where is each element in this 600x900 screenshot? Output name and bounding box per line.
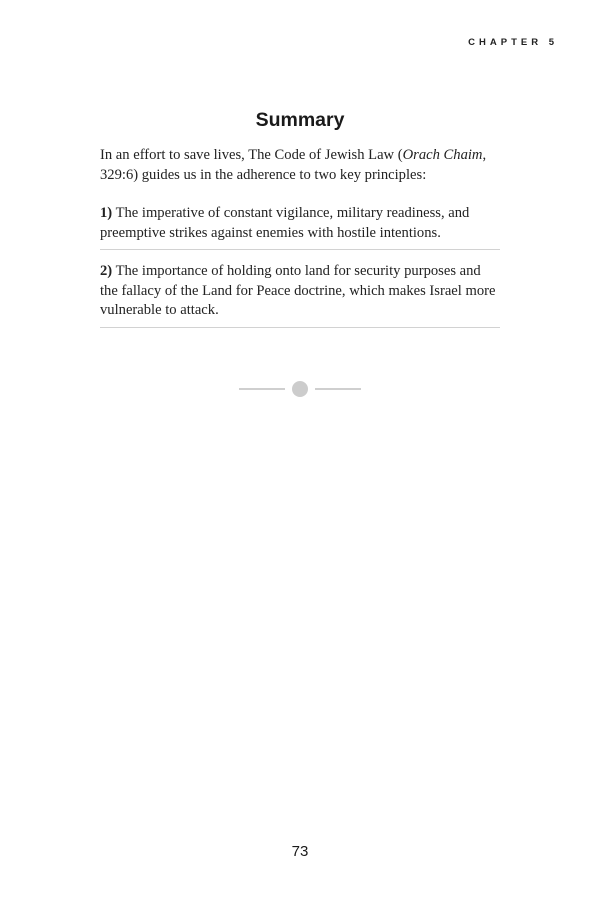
principle-item [100, 262, 500, 328]
page-number: 73 [291, 843, 309, 860]
divider-dot [292, 381, 308, 397]
principle-text: The importance of holding onto land for security purposes and the fallacy of the Land for Peace doctrine, which makes Israel more vulnerable to attack. [100, 263, 496, 318]
intro-source-title: Orach Chaim [402, 147, 483, 163]
running-head: CHAPTER 5 [468, 37, 558, 48]
divider-line-right [315, 388, 361, 390]
principle-item [100, 204, 500, 250]
intro-text-end: , 329:6) guides us in the adherence to two key principles: [100, 147, 487, 183]
principle-number: 1) [100, 205, 113, 221]
divider-line-left [239, 388, 285, 390]
principle-number: 2) [100, 263, 113, 279]
principle-text: The imperative of constant vigilance, military readiness, and preemptive strikes against enemies with hostile intentions. [100, 205, 470, 241]
summary-content [100, 146, 500, 328]
intro-paragraph [100, 146, 500, 185]
intro-text-start: In an effort to save lives, The Code of Jewish Law ( [100, 147, 403, 163]
section-title: Summary [255, 109, 345, 131]
section-divider-ornament [0, 380, 600, 398]
